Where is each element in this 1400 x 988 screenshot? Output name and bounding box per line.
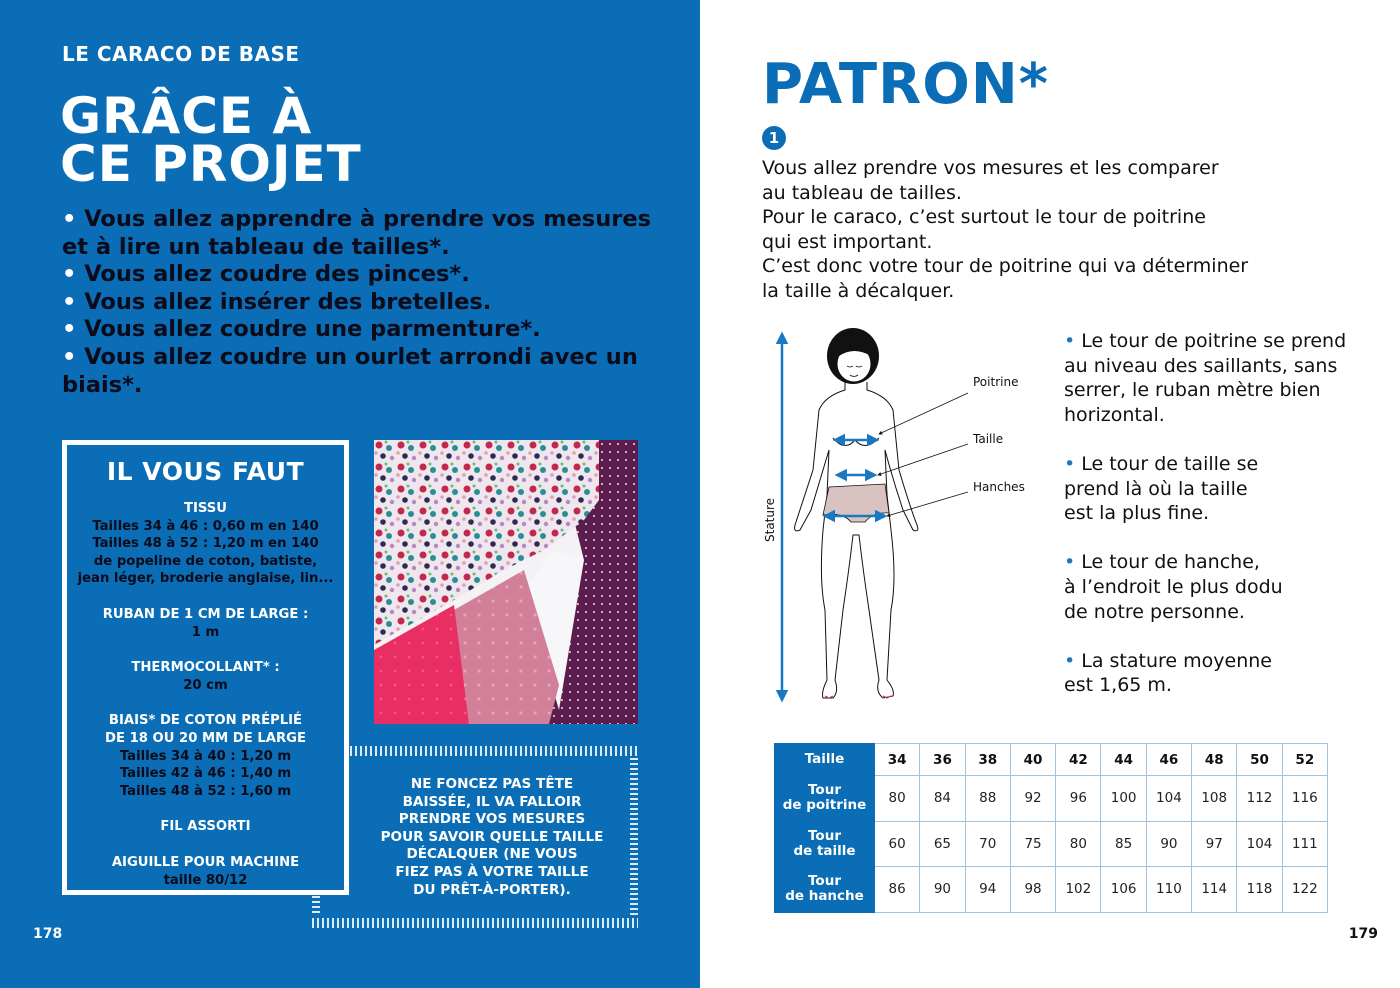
table-cell: 118 (1237, 867, 1282, 913)
note-line: DU PRÊT-À-PORTER). (413, 881, 571, 898)
row-header (775, 821, 875, 867)
supply-detail: 1 m (191, 624, 220, 640)
size-header-cell: 50 (1237, 744, 1282, 776)
table-cell: 102 (1056, 867, 1101, 913)
table-cell: 114 (1192, 867, 1237, 913)
tip-item (1064, 649, 1384, 698)
table-row (775, 821, 1328, 867)
table-cell: 112 (1237, 776, 1282, 822)
body-illustration (755, 320, 1055, 712)
supply-heading: AIGUILLE POUR MACHINE (111, 854, 300, 870)
table-cell: 90 (1146, 821, 1191, 867)
supplies-box (62, 440, 349, 895)
supply-detail: Tailles 48 à 52 : 1,20 m en 140 (92, 536, 319, 552)
supply-item (67, 712, 344, 800)
note-line: POUR SAVOIR QUELLE TAILLE (380, 828, 604, 845)
intro-line: C’est donc votre tour de poitrine qui va déterminer (762, 255, 1249, 278)
table-cell: 88 (965, 776, 1010, 822)
row-header-line: Tour (808, 827, 841, 844)
size-header-cell: 34 (875, 744, 920, 776)
size-header-cell: 42 (1056, 744, 1101, 776)
size-chart-table (774, 743, 1328, 913)
tip-line: à l’endroit le plus dodu (1064, 575, 1283, 598)
tip-line (1064, 550, 1384, 575)
tip-line: au niveau des saillants, sans (1064, 354, 1338, 377)
tip-item (1064, 550, 1384, 624)
size-header-cell: 52 (1282, 744, 1327, 776)
size-header-cell: 36 (920, 744, 965, 776)
bullet-icon: • (1064, 649, 1082, 672)
supply-item (67, 500, 344, 588)
supply-item (67, 818, 344, 836)
row-header-line: de poitrine (782, 797, 867, 814)
table-cell: 75 (1010, 821, 1055, 867)
title-line: CE PROJET (60, 135, 362, 193)
tip-line: prend là où la taille (1064, 477, 1248, 500)
page-title (60, 87, 660, 193)
supply-item (67, 606, 344, 641)
table-cell: 108 (1192, 776, 1237, 822)
intro-line: qui est important. (762, 230, 933, 253)
right-page (700, 0, 1400, 988)
supply-item (67, 854, 344, 889)
goal-item: • Vous allez insérer des bretelles. (62, 289, 662, 317)
note-line: FIEZ PAS À VOTRE TAILLE (395, 863, 589, 880)
table-cell: 94 (965, 867, 1010, 913)
table-cell: 106 (1101, 867, 1146, 913)
supply-heading: RUBAN DE 1 CM DE LARGE : (102, 606, 309, 622)
intro-line: au tableau de tailles. (762, 181, 962, 204)
tip-item (1064, 329, 1384, 427)
fabric-photo (374, 440, 638, 724)
size-header-cell: 46 (1146, 744, 1191, 776)
page-number: 178 (33, 926, 63, 942)
tip-text: Le tour de poitrine se prend (1081, 330, 1347, 352)
tip-line: est la plus fine. (1064, 502, 1210, 525)
goals-list (62, 206, 662, 399)
section-title: PATRON* (762, 52, 1049, 117)
bullet-icon: • (1064, 452, 1082, 475)
label-waist: Taille (973, 432, 1004, 446)
fabric-photo-illustration (374, 440, 638, 724)
table-row (775, 867, 1328, 913)
supply-detail: Tailles 34 à 40 : 1,20 m (119, 748, 292, 764)
table-cell: 85 (1101, 821, 1146, 867)
table-cell: 70 (965, 821, 1010, 867)
intro-line: Vous allez prendre vos mesures et les comparer (762, 157, 1219, 179)
note-line: NE FONCEZ PAS TÊTE (410, 776, 574, 792)
title-line: GRÂCE À (60, 87, 313, 145)
table-cell: 96 (1056, 776, 1101, 822)
table-cell: 97 (1192, 821, 1237, 867)
table-cell: 90 (920, 867, 965, 913)
page-number: 179 (1348, 926, 1378, 942)
table-cell: 98 (1010, 867, 1055, 913)
tip-line: de notre personne. (1064, 600, 1245, 623)
row-header (775, 867, 875, 913)
table-cell: 104 (1146, 776, 1191, 822)
tip-text: La stature moyenne (1081, 649, 1272, 672)
tip-line (1064, 329, 1384, 354)
supply-detail: Tailles 48 à 52 : 1,60 m (119, 783, 292, 799)
supply-heading: TISSU (183, 501, 227, 516)
ruler-border (312, 896, 320, 916)
intro-line: Pour le caraco, c’est surtout le tour de poitrine (762, 206, 1206, 229)
size-header-cell: 44 (1101, 744, 1146, 776)
row-header-line: de taille (793, 842, 856, 859)
label-chest: Poitrine (973, 375, 1019, 389)
row-header-line: Tour (808, 873, 841, 890)
step-number-badge: 1 (762, 126, 786, 150)
table-cell: 116 (1282, 776, 1327, 822)
bullet-icon: • (1064, 330, 1082, 352)
supply-detail: jean léger, broderie anglaise, lin... (77, 571, 334, 587)
supply-detail: Tailles 42 à 46 : 1,40 m (119, 766, 292, 782)
table-cell: 122 (1282, 867, 1327, 913)
table-cell: 111 (1282, 821, 1327, 867)
table-cell: 86 (875, 867, 920, 913)
goal-item: • Vous allez coudre des pinces*. (62, 261, 662, 289)
row-header-line: de hanche (785, 888, 864, 905)
measurement-tips (1064, 329, 1384, 723)
table-header-row (775, 744, 1328, 776)
label-hips: Hanches (973, 480, 1025, 494)
tip-line: est 1,65 m. (1064, 674, 1172, 697)
table-cell: 80 (875, 776, 920, 822)
intro-paragraph (762, 156, 1322, 304)
warning-note-text (352, 776, 632, 899)
supply-heading: FIL ASSORTI (160, 819, 251, 835)
supply-detail: 20 cm (183, 677, 228, 693)
supply-detail: de popeline de coton, batiste, (93, 553, 318, 569)
table-cell: 80 (1056, 821, 1101, 867)
table-cell: 110 (1146, 867, 1191, 913)
size-header-cell: 38 (965, 744, 1010, 776)
supply-heading: BIAIS* DE COTON PRÉPLIÉ (108, 713, 303, 729)
label-stature: Stature (763, 497, 777, 542)
tip-text: Le tour de taille se (1081, 452, 1259, 475)
chapter-kicker: LE CARACO DE BASE (62, 42, 300, 66)
goal-item: • Vous allez coudre une parmenture*. (62, 316, 662, 344)
table-cell: 104 (1237, 821, 1282, 867)
body-measurement-figure (755, 320, 1055, 712)
size-header-cell: 48 (1192, 744, 1237, 776)
ruler-border (350, 746, 638, 756)
tip-line (1064, 452, 1384, 477)
supply-heading: THERMOCOLLANT* : (131, 660, 280, 676)
table-cell: 84 (920, 776, 965, 822)
goal-item: • Vous allez apprendre à prendre vos mesures et à lire un tableau de tailles*. (62, 206, 662, 261)
intro-line: la taille à décalquer. (762, 279, 955, 302)
tip-line: serrer, le ruban mètre bien (1064, 379, 1321, 402)
row-header (775, 776, 875, 822)
supply-item (67, 659, 344, 694)
table-cell: 100 (1101, 776, 1146, 822)
note-line: PRENDRE VOS MESURES (398, 811, 586, 828)
size-header-cell: 40 (1010, 744, 1055, 776)
row-header: Taille (775, 744, 875, 776)
supplies-title: IL VOUS FAUT (106, 457, 305, 486)
supply-detail: taille 80/12 (163, 872, 248, 888)
table-cell: 65 (920, 821, 965, 867)
warning-note (312, 746, 638, 928)
table-cell: 60 (875, 821, 920, 867)
bullet-icon: • (1064, 551, 1082, 574)
note-line: BAISSÉE, IL VA FALLOIR (402, 793, 582, 810)
tip-text: Le tour de hanche, (1081, 551, 1260, 574)
supply-heading: DE 18 OU 20 MM DE LARGE (105, 730, 306, 746)
tip-line (1064, 649, 1384, 674)
note-line: DÉCALQUER (NE VOUS (406, 846, 578, 863)
table-row (775, 776, 1328, 822)
row-header-line: Tour (808, 782, 841, 799)
supply-detail: Tailles 34 à 46 : 0,60 m en 140 (92, 518, 319, 534)
goal-item: • Vous allez coudre un ourlet arrondi avec un biais*. (62, 344, 662, 399)
table-cell: 92 (1010, 776, 1055, 822)
tip-line: horizontal. (1064, 403, 1165, 426)
ruler-border (312, 918, 638, 928)
tip-item (1064, 452, 1384, 526)
